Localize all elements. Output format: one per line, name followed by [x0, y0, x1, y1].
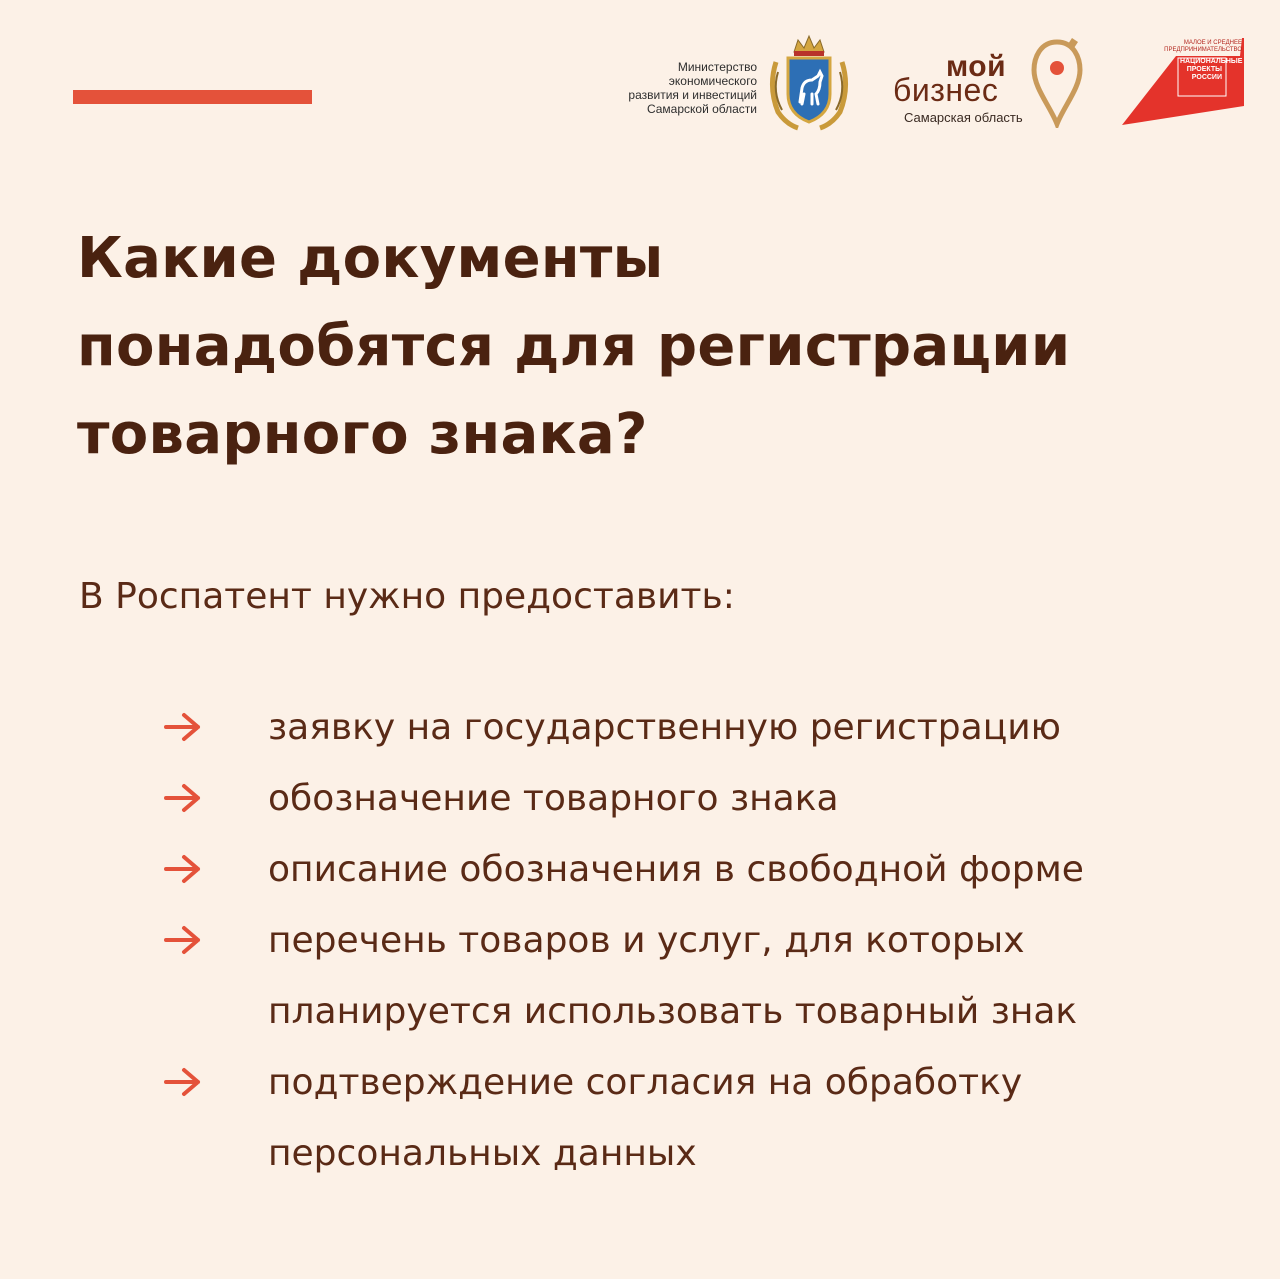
arrow-right-icon — [162, 924, 204, 956]
ministry-logo-text — [612, 60, 757, 116]
brand-region: Самарская область — [904, 110, 1023, 125]
list-item-text: заявку на государственную регистрацию — [268, 707, 1061, 748]
arrow-right-icon — [162, 853, 204, 885]
ministry-line: экономического — [668, 74, 757, 88]
accent-bar — [73, 90, 312, 104]
list-item-text: подтверждение согласия на обработку — [268, 1062, 1023, 1103]
list-item-text: обозначение товарного знака — [268, 778, 839, 819]
ministry-line: развития и инвестиций — [628, 88, 757, 102]
ministry-line: Самарской области — [646, 102, 757, 116]
national-projects-title — [1180, 58, 1243, 82]
title-line: Какие документы — [77, 226, 664, 291]
intro-text: В Роспатент нужно предоставить: — [79, 576, 735, 617]
np-box-line: РОССИИ — [1191, 74, 1222, 81]
brand-word-moy: мой — [946, 50, 1007, 83]
national-projects-caption — [1152, 40, 1242, 54]
np-box-line: ПРОЕКТЫ — [1186, 66, 1222, 73]
brand-word-biznes: бизнес — [893, 72, 999, 108]
list-item-text: персональных данных — [268, 1133, 697, 1174]
list-item — [0, 1047, 1280, 1189]
np-box-line: НАЦИОНАЛЬНЫЕ — [1180, 58, 1243, 65]
arrow-right-icon — [162, 1066, 204, 1098]
arrow-right-icon — [162, 782, 204, 814]
list-item-text: планируется использовать товарный знак — [268, 991, 1078, 1032]
list-item — [0, 834, 1280, 905]
documents-list — [0, 692, 1280, 1189]
ministry-line: Министерство — [677, 60, 757, 74]
list-item-text: перечень товаров и услуг, для которых — [268, 920, 1025, 961]
coat-of-arms-icon — [764, 32, 854, 132]
arrow-right-icon — [162, 711, 204, 743]
moy-biznes-location-icon — [1028, 36, 1086, 128]
page-title — [77, 215, 1257, 479]
title-line: товарного знака? — [77, 402, 648, 467]
list-item — [0, 905, 1280, 1047]
title-line: понадобятся для регистрации — [77, 314, 1071, 379]
list-item-text: описание обозначения в свободной форме — [268, 849, 1084, 890]
np-top-line: МАЛОЕ И СРЕДНЕЕ — [1183, 40, 1242, 46]
list-item — [0, 763, 1280, 834]
list-item — [0, 692, 1280, 763]
np-top-line: ПРЕДПРИНИМАТЕЛЬСТВО — [1164, 47, 1242, 53]
